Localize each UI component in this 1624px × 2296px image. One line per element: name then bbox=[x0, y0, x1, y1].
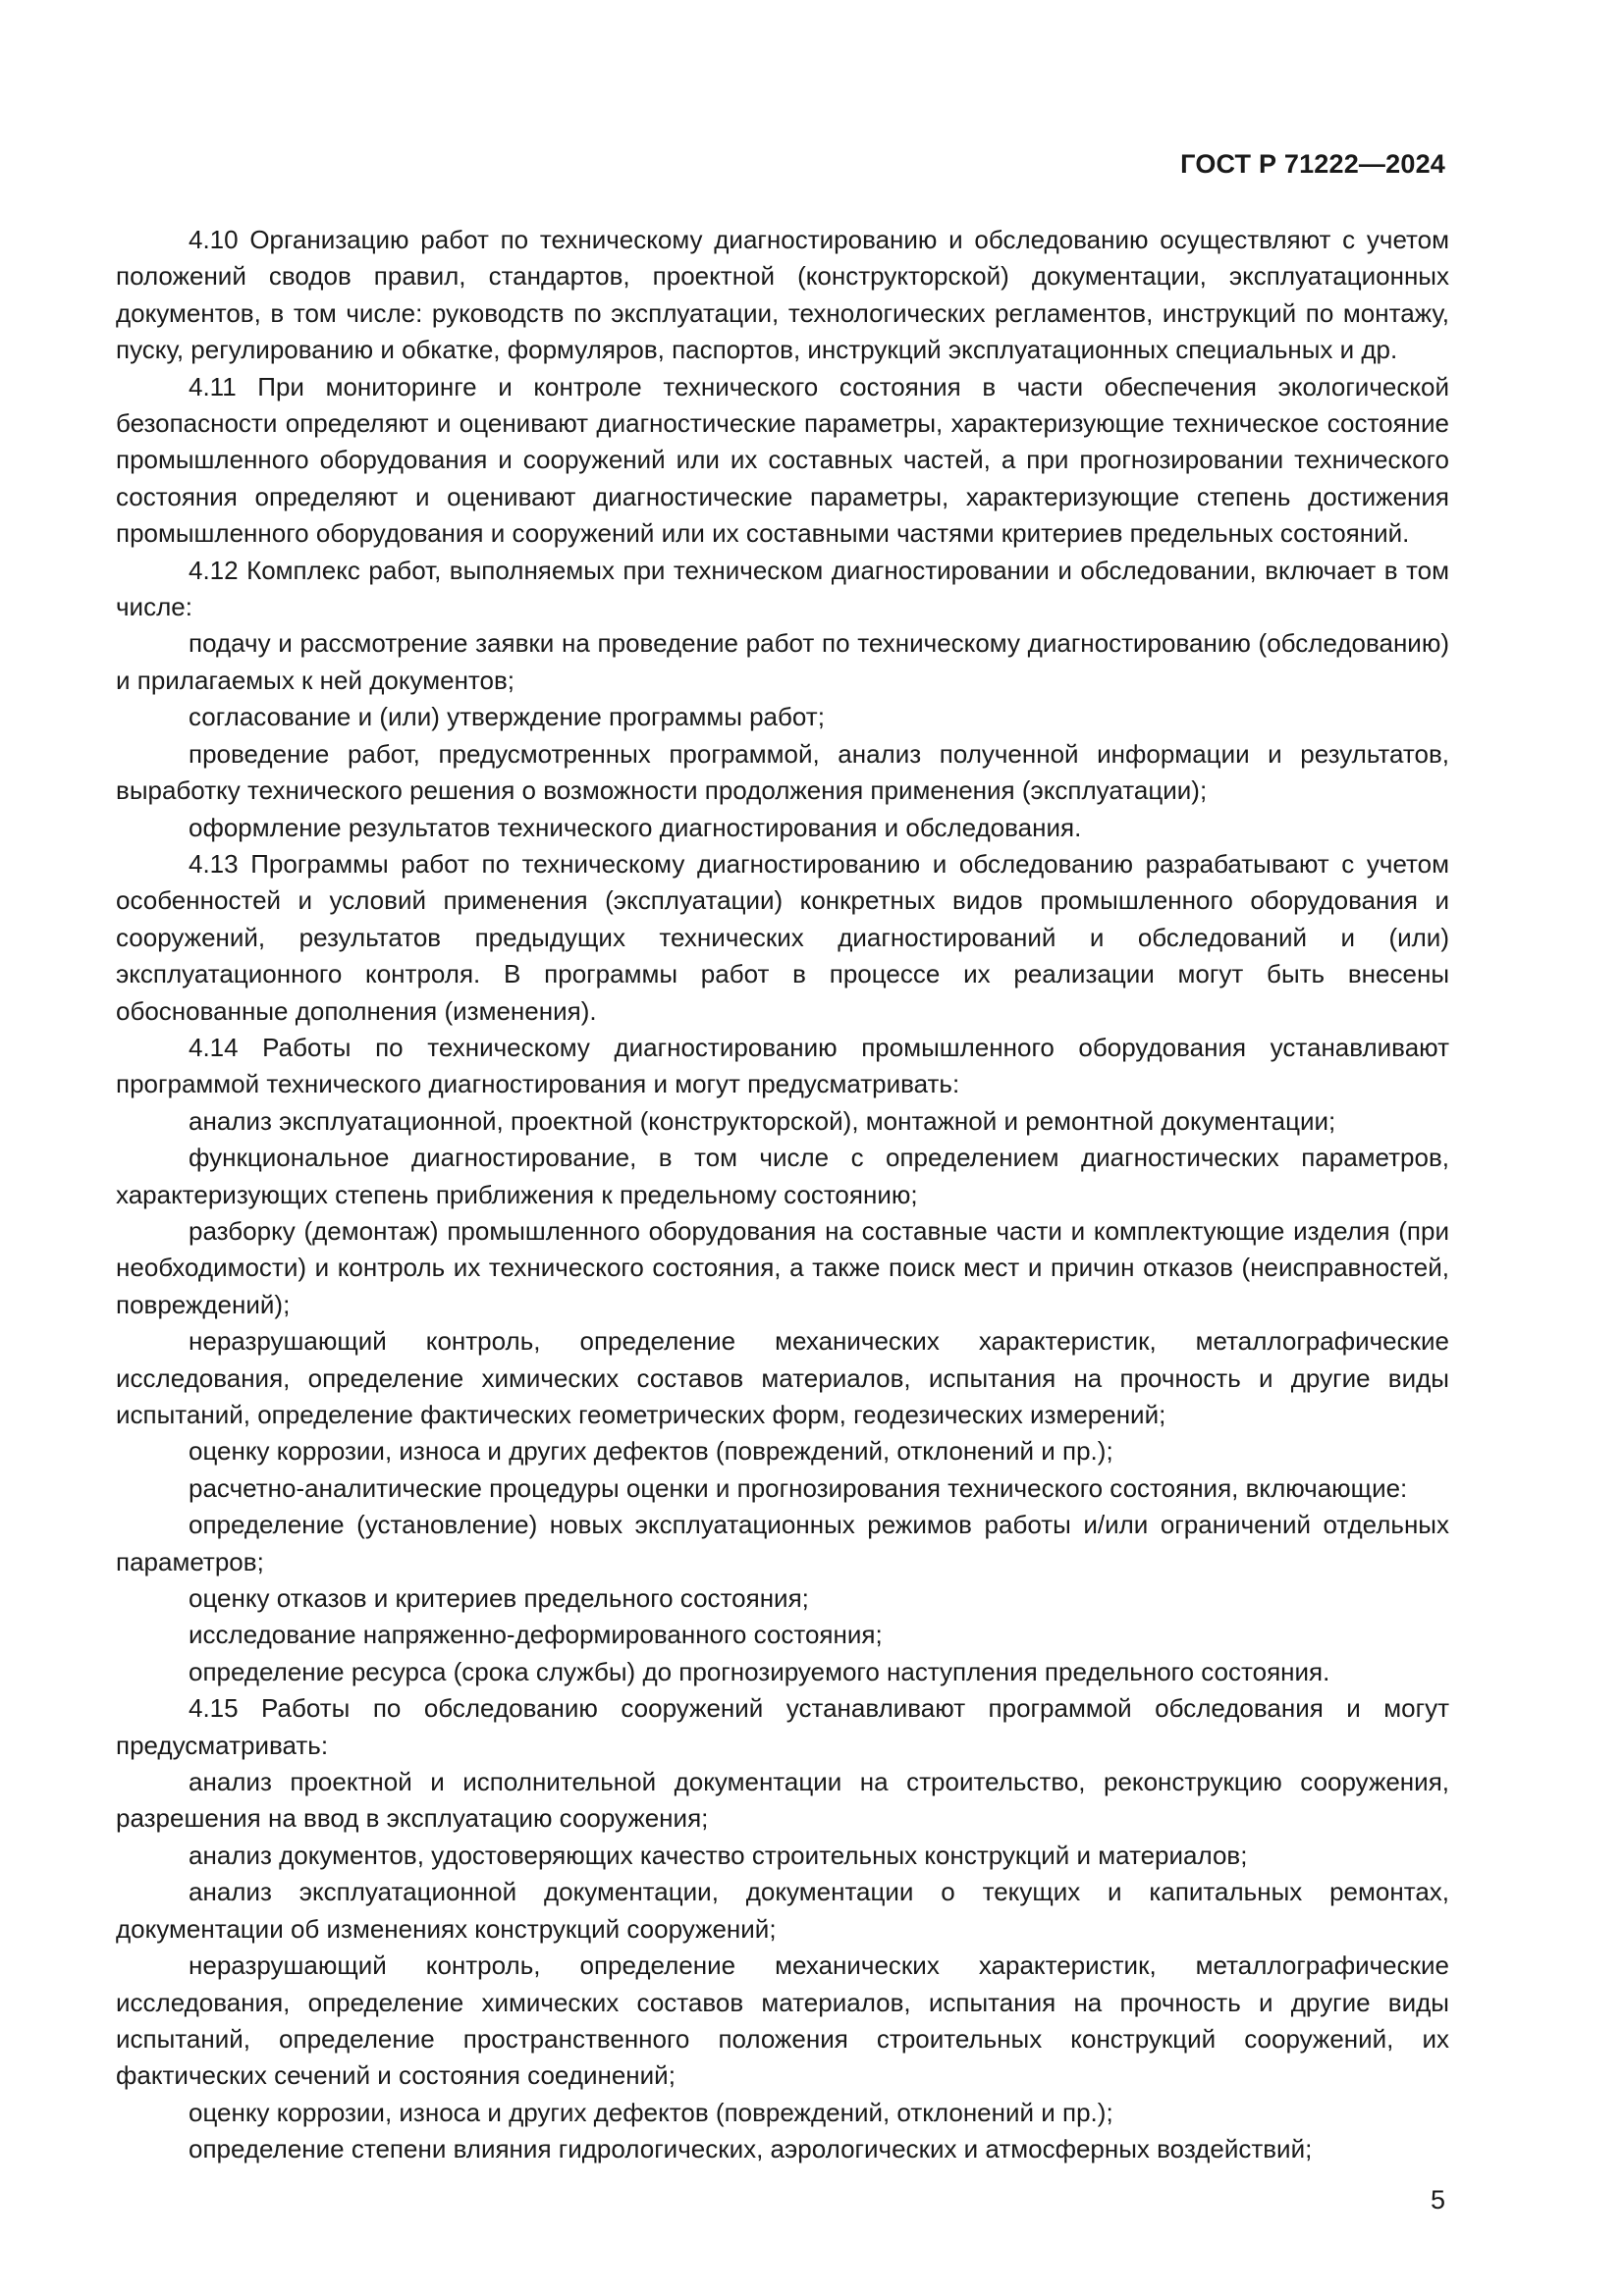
list-item: оценку коррозии, износа и других дефектов (повреждений, отклонений и пр.); bbox=[189, 1436, 1113, 1467]
list-item: анализ эксплуатационной, проектной (конструкторской), монтажной и ремонтной документации; bbox=[189, 1105, 1336, 1136]
list-item: оценку отказов и критериев предельного состояния; bbox=[189, 1583, 809, 1614]
list-item: определение ресурса (срока службы) до прогнозируемого наступления предельного состояния. bbox=[189, 1656, 1330, 1686]
paragraph-4-14: 4.14 Работы по техническому диагностированию промышленного оборудования устанавливают программой технического диагностирования и могут предусматривать: bbox=[116, 1032, 1449, 1099]
list-item: согласование и (или) утверждение программы работ; bbox=[189, 702, 825, 732]
list-item: подачу и рассмотрение заявки на проведение работ по техническому диагностированию (обследованию) и прилагаемых к ней документов; bbox=[116, 628, 1449, 695]
list-item: неразрушающий контроль, определение механических характеристик, металлографические исследования, определение химических составов материалов, испытания на прочность и другие виды испытаний, определение фактических геометрических форм, геодезических измерений; bbox=[116, 1326, 1449, 1429]
paragraph-4-15: 4.15 Работы по обследованию сооружений устанавливают программой обследования и могут предусматривать: bbox=[116, 1693, 1449, 1760]
document-body bbox=[116, 222, 1449, 2168]
list-item: исследование напряженно-деформированного состояния; bbox=[189, 1620, 883, 1650]
paragraph-4-12: 4.12 Комплекс работ, выполняемых при техническом диагностировании и обследовании, включает в том числе: bbox=[116, 555, 1449, 622]
list-item: анализ документов, удостоверяющих качество строительных конструкций и материалов; bbox=[189, 1840, 1248, 1870]
list-item: неразрушающий контроль, определение механических характеристик, металлографические исследования, определение химических составов материалов, испытания на прочность и другие виды испытаний, определение пространственного положения строительных конструкций сооружений, их фактических сечений и состояния соединений; bbox=[116, 1950, 1449, 2091]
list-item: проведение работ, предусмотренных программой, анализ полученной информации и результатов, выработку технического решения о возможности продолжения применения (эксплуатации); bbox=[116, 738, 1449, 806]
document-header-standard: ГОСТ Р 71222—2024 bbox=[1180, 149, 1445, 179]
page-number: 5 bbox=[1430, 2185, 1445, 2215]
list-item: анализ проектной и исполнительной документации на строительство, реконструкцию сооружения, разрешения на ввод в эксплуатацию сооружения; bbox=[116, 1767, 1449, 1834]
paragraph-4-13: 4.13 Программы работ по техническому диагностированию и обследованию разрабатывают с учетом особенностей и условий применения (эксплуатации) конкретных видов промышленного оборудования и сооружений, результатов предыдущих технических диагностирований и обследований и (или) эксплуатационного контроля. В программы работ в процессе их реализации могут быть внесены обоснованные дополнения (изменения). bbox=[116, 848, 1449, 1026]
list-item: определение степени влияния гидрологических, аэрологических и атмосферных воздействий; bbox=[189, 2134, 1313, 2164]
list-item: функциональное диагностирование, в том числе с определением диагностических параметров, характеризующих степень приближения к предельному состоянию; bbox=[116, 1143, 1449, 1209]
list-item: оформление результатов технического диагностирования и обследования. bbox=[189, 812, 1082, 842]
list-item: определение (установление) новых эксплуатационных режимов работы и/или ограничений отдельных параметров; bbox=[116, 1510, 1449, 1576]
list-item: анализ эксплуатационной документации, документации о текущих и капитальных ремонтах, документации об изменениях конструкций сооружений; bbox=[116, 1877, 1449, 1944]
list-item: расчетно-аналитические процедуры оценки и прогнозирования технического состояния, включающие: bbox=[189, 1472, 1408, 1503]
paragraph-4-10: 4.10 Организацию работ по техническому диагностированию и обследованию осуществляют с учетом положений сводов правил, стандартов, проектной (конструкторской) документации, эксплуатационных документов, в том числе: руководств по эксплуатации, технологических регламентов, инструкций по монтажу, пуску, регулированию и обкатке, формуляров, паспортов, инструкций эксплуатационных специальных и др. bbox=[116, 225, 1449, 365]
list-item: оценку коррозии, износа и других дефектов (повреждений, отклонений и пр.); bbox=[189, 2097, 1113, 2127]
list-item: разборку (демонтаж) промышленного оборудования на составные части и комплектующие изделия (при необходимости) и контроль их технического состояния, а также поиск мест и причин отказов (неисправностей, повреждений); bbox=[116, 1215, 1449, 1319]
paragraph-4-11: 4.11 При мониторинге и контроле технического состояния в части обеспечения экологической безопасности определяют и оценивают диагностические параметры, характеризующие техническое состояние промышленного оборудования и сооружений или их составных частей, а при прогнозировании технического состояния определяют и оценивают диагностические параметры, характеризующие степень достижения промышленного оборудования и сооружений или их составными частями критериев предельных состояний. bbox=[116, 371, 1449, 549]
